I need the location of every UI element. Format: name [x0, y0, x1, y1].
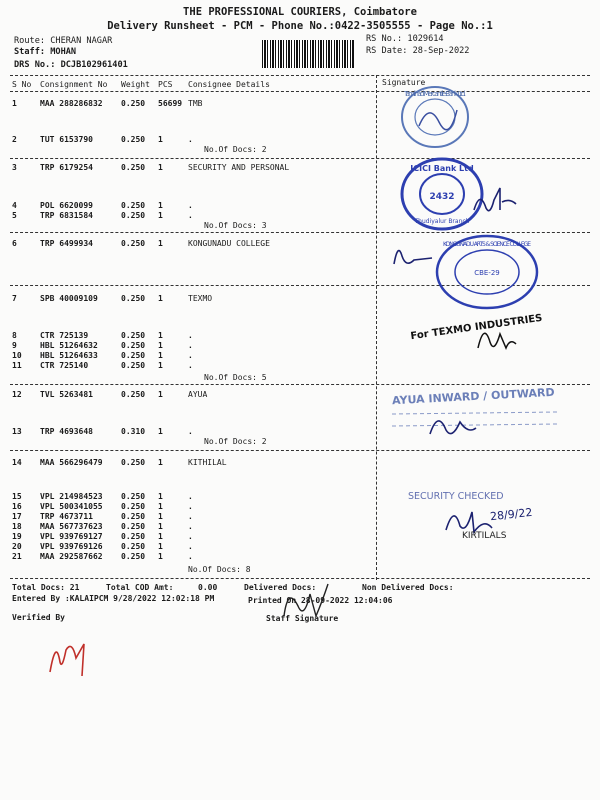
staff-signature-label: Staff Signature [266, 614, 339, 623]
row-cons: MAA 566296479 [40, 458, 103, 467]
row-wt: 0.250 [121, 201, 146, 210]
row-wt: 0.250 [121, 99, 146, 108]
verified-by: Verified By [12, 613, 65, 622]
row-sno: 19 [12, 532, 22, 541]
rs-date: RS Date: 28-Sep-2022 [366, 46, 470, 56]
row-sno: 14 [12, 458, 22, 467]
row-details: AYUA [188, 390, 208, 399]
rs-number: RS No.: 1029614 [366, 34, 444, 44]
row-sno: 1 [12, 99, 17, 108]
row-wt: 0.250 [121, 390, 146, 399]
row-cons: SPB 40009109 [40, 294, 98, 303]
ayua-stamp-lines-icon [390, 404, 560, 444]
group-rule [10, 450, 590, 451]
row-cons: VPL 939769126 [40, 542, 103, 551]
col-weight: Weight [121, 80, 150, 89]
row-wt: 0.250 [121, 211, 146, 220]
signature-column-divider [376, 75, 377, 580]
doc-count: No.Of Docs: 3 [204, 221, 267, 230]
row-details: . [188, 552, 193, 561]
row-wt: 0.250 [121, 239, 146, 248]
col-consignment: Consignment No [40, 80, 108, 89]
verified-signature-icon [40, 632, 110, 682]
row-cons: CTR 725139 [40, 331, 89, 340]
row-wt: 0.250 [121, 294, 146, 303]
row-details: . [188, 427, 193, 436]
route-label: Route: CHERAN NAGAR [14, 36, 113, 46]
row-sno: 11 [12, 361, 22, 370]
row-details: KONGUNADU COLLEGE [188, 239, 270, 248]
row-cons: VPL 214984523 [40, 492, 103, 501]
row-sno: 2 [12, 135, 17, 144]
row-details: KITHILAL [188, 458, 227, 467]
row-sno: 12 [12, 390, 22, 399]
row-pcs: 1 [158, 211, 163, 220]
row-sno: 21 [12, 552, 22, 561]
row-cons: MAA 288286832 [40, 99, 103, 108]
row-sno: 15 [12, 492, 22, 501]
row-pcs: 1 [158, 552, 163, 561]
row-wt: 0.250 [121, 135, 146, 144]
icici-name: ICICI Bank Ltd [410, 164, 474, 173]
row-sno: 6 [12, 239, 17, 248]
row-cons: POL 6620099 [40, 201, 93, 210]
group-rule [10, 384, 590, 385]
row-cons: VPL 500341055 [40, 502, 103, 511]
row-details: . [188, 542, 193, 551]
col-sno: S No [12, 80, 32, 89]
icici-code: 2432 [429, 192, 455, 202]
table-top-rule [10, 75, 590, 76]
col-pcs: PCS [158, 80, 173, 89]
row-cons: CTR 725140 [40, 361, 89, 370]
row-wt: 0.250 [121, 502, 146, 511]
row-pcs: 1 [158, 331, 163, 340]
row-details: TMB [188, 99, 203, 108]
row-sno: 4 [12, 201, 17, 210]
row-details: . [188, 361, 193, 370]
total-docs: Total Docs: 21 [12, 583, 80, 592]
row-wt: 0.250 [121, 522, 146, 531]
row-pcs: 1 [158, 239, 163, 248]
row-details: . [188, 341, 193, 350]
row-pcs: 1 [158, 201, 163, 210]
row-pcs: 1 [158, 351, 163, 360]
row-wt: 0.250 [121, 331, 146, 340]
total-cod-label: Total COD Amt: [106, 583, 174, 592]
row-details: . [188, 492, 193, 501]
security-stamp: SECURITY CHECKED [408, 491, 504, 502]
barcode [262, 40, 354, 68]
row-pcs: 1 [158, 512, 163, 521]
row-sno: 16 [12, 502, 22, 511]
row-pcs: 1 [158, 294, 163, 303]
row-wt: 0.250 [121, 512, 146, 521]
row-wt: 0.250 [121, 552, 146, 561]
entered-by: Entered By :KALAIPCM 9/28/2022 12:02:18 PM [12, 594, 215, 603]
bank-stamp-text: Tamilnad Mercantile Bank Ltd. [404, 90, 466, 98]
college-stamp-icon [432, 232, 542, 312]
row-pcs: 1 [158, 390, 163, 399]
row-sno: 5 [12, 211, 17, 220]
row-wt: 0.250 [121, 341, 146, 350]
bank-stamp-icon [395, 82, 475, 152]
row-pcs: 1 [158, 532, 163, 541]
doc-count: No.Of Docs: 2 [204, 145, 267, 154]
signature-icon [388, 236, 438, 276]
row-pcs: 1 [158, 163, 163, 172]
row-pcs: 1 [158, 502, 163, 511]
row-details: . [188, 351, 193, 360]
doc-count: No.Of Docs: 5 [204, 373, 267, 382]
row-sno: 13 [12, 427, 22, 436]
printed-on: Printed On 28-09-2022 12:04:06 [248, 596, 393, 605]
row-pcs: 1 [158, 341, 163, 350]
row-wt: 0.250 [121, 532, 146, 541]
staff-label: Staff: MOHAN [14, 47, 77, 57]
row-wt: 0.250 [121, 163, 146, 172]
row-cons: MAA 292587662 [40, 552, 103, 561]
row-details: . [188, 502, 193, 511]
table-header-rule [10, 91, 590, 92]
doc-count: No.Of Docs: 8 [188, 565, 251, 574]
ayua-stamp: AYUA INWARD / OUTWARD [391, 385, 555, 408]
document-title: THE PROFESSIONAL COURIERS, Coimbatore [183, 6, 417, 18]
row-cons: HBL 51264633 [40, 351, 98, 360]
row-wt: 0.250 [121, 458, 146, 467]
row-details: SECURITY AND PERSONAL [188, 163, 290, 172]
row-details: TEXMO [188, 294, 213, 303]
row-details: . [188, 201, 193, 210]
row-wt: 0.310 [121, 427, 146, 436]
college-code: CBE-29 [474, 269, 500, 277]
texmo-stamp: For TEXMO INDUSTRIES [409, 312, 544, 343]
row-sno: 17 [12, 512, 22, 521]
row-sno: 10 [12, 351, 22, 360]
drs-number: DRS No.: DCJB102961401 [14, 60, 128, 70]
col-consignee: Consignee Details [188, 80, 270, 89]
row-cons: TRP 4673711 [40, 512, 93, 521]
row-sno: 9 [12, 341, 17, 350]
college-stamp-text: KONGUNADU ARTS & SCIENCE COLLEGE [443, 241, 531, 248]
kithilal-stamp: KIRTILALS [462, 531, 507, 541]
row-sno: 18 [12, 522, 22, 531]
signature-icon [470, 318, 520, 358]
row-details: . [188, 331, 193, 340]
row-cons: TUT 6153790 [40, 135, 93, 144]
delivered-docs: Delivered Docs: [244, 583, 317, 592]
row-wt: 0.250 [121, 351, 146, 360]
row-details: . [188, 135, 193, 144]
row-cons: TRP 6831584 [40, 211, 93, 220]
row-wt: 0.250 [121, 361, 146, 370]
row-pcs: 56699 [158, 99, 183, 108]
row-pcs: 1 [158, 522, 163, 531]
icici-branch: Thudiyalur Branch [414, 218, 470, 225]
row-details: . [188, 532, 193, 541]
row-sno: 8 [12, 331, 17, 340]
group-rule [10, 158, 590, 159]
row-cons: TRP 6179254 [40, 163, 93, 172]
col-signature: Signature [382, 78, 426, 87]
signature-icon [470, 180, 520, 220]
row-wt: 0.250 [121, 542, 146, 551]
row-sno: 3 [12, 163, 17, 172]
doc-count: No.Of Docs: 2 [204, 437, 267, 446]
security-date: 28/9/22 [489, 505, 533, 524]
row-sno: 7 [12, 294, 17, 303]
row-cons: TRP 6499934 [40, 239, 93, 248]
row-sno: 20 [12, 542, 22, 551]
row-pcs: 1 [158, 361, 163, 370]
row-pcs: 1 [158, 427, 163, 436]
non-delivered-docs: Non Delivered Docs: [362, 583, 454, 592]
row-details: . [188, 512, 193, 521]
row-details: . [188, 211, 193, 220]
row-cons: TRP 4693648 [40, 427, 93, 436]
row-cons: VPL 939769127 [40, 532, 103, 541]
row-wt: 0.250 [121, 492, 146, 501]
row-cons: MAA 567737623 [40, 522, 103, 531]
row-cons: HBL 51264632 [40, 341, 98, 350]
row-cons: TVL 5263481 [40, 390, 93, 399]
total-cod-value: 0.00 [198, 583, 218, 592]
staff-signature-icon [276, 576, 336, 626]
row-pcs: 1 [158, 542, 163, 551]
row-pcs: 1 [158, 458, 163, 467]
row-pcs: 1 [158, 135, 163, 144]
document-subtitle: Delivery Runsheet - PCM - Phone No.:0422-3505555 - Page No.:1 [107, 20, 493, 32]
row-details: . [188, 522, 193, 531]
row-pcs: 1 [158, 492, 163, 501]
